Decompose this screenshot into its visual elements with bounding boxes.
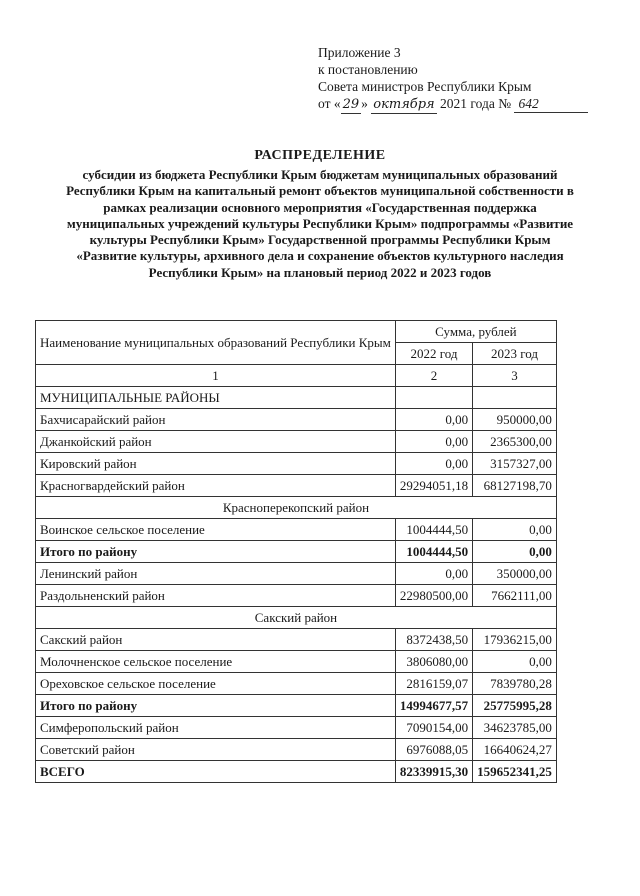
amount-2023-cell: 2365300,00 xyxy=(473,431,557,453)
amount-2023-cell: 159652341,25 xyxy=(473,761,557,783)
table-row xyxy=(36,673,557,695)
amount-2023-cell: 25775995,28 xyxy=(473,695,557,717)
amount-2023-cell: 0,00 xyxy=(473,541,557,563)
amount-2022-cell: 1004444,50 xyxy=(395,541,472,563)
municipality-name-cell: Бахчисарайский район xyxy=(36,409,396,431)
amount-2022-cell xyxy=(395,387,472,409)
year-2023-header: 2023 год xyxy=(473,343,557,365)
municipality-name-cell: ВСЕГО xyxy=(36,761,396,783)
municipality-name-cell: Молочненское сельское поселение xyxy=(36,651,396,673)
table-row xyxy=(36,563,557,585)
table-row xyxy=(36,475,557,497)
amount-2023-cell: 16640624,27 xyxy=(473,739,557,761)
amount-2023-cell: 68127198,70 xyxy=(473,475,557,497)
amount-2023-cell: 0,00 xyxy=(473,519,557,541)
total-row xyxy=(36,695,557,717)
municipality-name-cell: Красногвардейский район xyxy=(36,475,396,497)
sum-column-header: Сумма, рублей xyxy=(395,321,556,343)
municipality-name-cell: Ленинский район xyxy=(36,563,396,585)
table-row xyxy=(36,387,557,409)
amount-2022-cell: 0,00 xyxy=(395,563,472,585)
column-number-3: 3 xyxy=(473,365,557,387)
table-row xyxy=(36,717,557,739)
distribution-table xyxy=(35,320,557,783)
total-row xyxy=(36,541,557,563)
municipality-name-cell: Сакский район xyxy=(36,629,396,651)
date-prefix: от « xyxy=(318,96,341,111)
amount-2023-cell: 7662111,00 xyxy=(473,585,557,607)
date-suffix: 2021 года № xyxy=(440,96,512,111)
municipality-name-cell: Итого по району xyxy=(36,695,396,717)
amount-2022-cell: 8372438,50 xyxy=(395,629,472,651)
amount-2022-cell: 6976088,05 xyxy=(395,739,472,761)
name-column-header: Наименование муниципальных образований Республики Крым xyxy=(36,321,396,365)
total-row xyxy=(36,761,557,783)
amount-2022-cell: 7090154,00 xyxy=(395,717,472,739)
table-row xyxy=(36,431,557,453)
table-number-row xyxy=(36,365,557,387)
amount-2023-cell: 7839780,28 xyxy=(473,673,557,695)
resolution-number: 642 xyxy=(514,95,588,113)
amount-2023-cell: 17936215,00 xyxy=(473,629,557,651)
table-row xyxy=(36,453,557,475)
council-label: Совета министров Республики Крым xyxy=(318,79,532,94)
table-row xyxy=(36,409,557,431)
municipality-name-cell: Кировский район xyxy=(36,453,396,475)
appendix-label: Приложение 3 xyxy=(318,45,401,60)
date-month: октября xyxy=(373,97,435,112)
resolution-label: к постановлению xyxy=(318,62,418,77)
amount-2022-cell: 82339915,30 xyxy=(395,761,472,783)
date-line xyxy=(318,95,618,114)
table-row xyxy=(36,739,557,761)
table-row xyxy=(36,651,557,673)
amount-2023-cell: 350000,00 xyxy=(473,563,557,585)
year-2022-header: 2022 год xyxy=(395,343,472,365)
section-row xyxy=(36,607,557,629)
amount-2022-cell: 0,00 xyxy=(395,409,472,431)
municipality-name-cell: Джанкойский район xyxy=(36,431,396,453)
municipality-name-cell: МУНИЦИПАЛЬНЫЕ РАЙОНЫ xyxy=(36,387,396,409)
section-title: Сакский район xyxy=(36,607,557,629)
document-title: РАСПРЕДЕЛЕНИЕ xyxy=(254,148,386,163)
date-mid: » xyxy=(361,96,368,111)
appendix-header xyxy=(318,44,618,114)
amount-2023-cell: 950000,00 xyxy=(473,409,557,431)
table-row xyxy=(36,585,557,607)
section-row xyxy=(36,497,557,519)
municipality-name-cell: Раздольненский район xyxy=(36,585,396,607)
document-subtitle: субсидии из бюджета Республики Крым бюджетам муниципальных образований Республики Крым на капитальный ремонт объектов муниципальной собственности в рамках реализации основного мероприятия «Государственная поддержка муниципальных учреждений культуры Республики Крым» подпрограммы «Развитие культуры Республики Крым» Государственной программы Республики Крым «Развитие культуры, архивного дела и сохранение объектов культурного наследия Республики Крым» на плановый период 2022 и 2023 годов xyxy=(66,167,574,280)
municipality-name-cell: Воинское сельское поселение xyxy=(36,519,396,541)
amount-2022-cell: 22980500,00 xyxy=(395,585,472,607)
amount-2022-cell: 0,00 xyxy=(395,431,472,453)
section-title: Красноперекопский район xyxy=(36,497,557,519)
amount-2022-cell: 1004444,50 xyxy=(395,519,472,541)
column-number-2: 2 xyxy=(395,365,472,387)
amount-2022-cell: 29294051,18 xyxy=(395,475,472,497)
municipality-name-cell: Симферопольский район xyxy=(36,717,396,739)
amount-2023-cell: 3157327,00 xyxy=(473,453,557,475)
amount-2022-cell: 3806080,00 xyxy=(395,651,472,673)
table-row xyxy=(36,629,557,651)
municipality-name-cell: Ореховское сельское поселение xyxy=(36,673,396,695)
amount-2022-cell: 14994677,57 xyxy=(395,695,472,717)
amount-2022-cell: 0,00 xyxy=(395,453,472,475)
date-day: 29 xyxy=(342,97,360,112)
municipality-name-cell: Советский район xyxy=(36,739,396,761)
table-row xyxy=(36,519,557,541)
amount-2023-cell: 34623785,00 xyxy=(473,717,557,739)
amount-2022-cell: 2816159,07 xyxy=(395,673,472,695)
amount-2023-cell: 0,00 xyxy=(473,651,557,673)
table-body xyxy=(36,321,557,783)
amount-2023-cell xyxy=(473,387,557,409)
municipality-name-cell: Итого по району xyxy=(36,541,396,563)
table-header-row xyxy=(36,321,557,343)
column-number-1: 1 xyxy=(36,365,396,387)
